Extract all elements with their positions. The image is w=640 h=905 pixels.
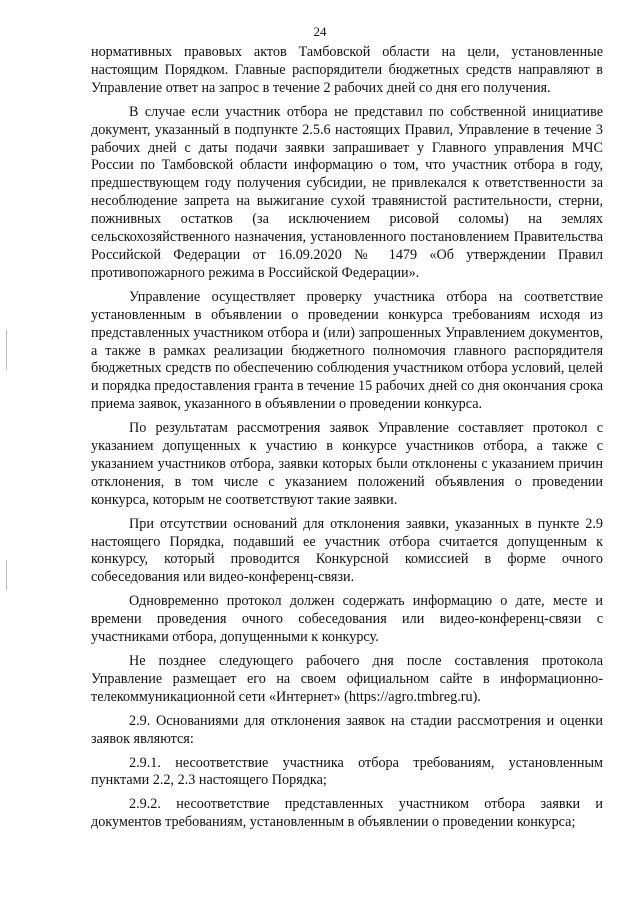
paragraph-continuation: нормативных правовых актов Тамбовской области на цели, установленные настоящим Порядком. Главные распорядители бюджетных средств направляют в Управление ответ на запрос в течение 2 рабочих дней со дня его получения.: [91, 44, 603, 96]
paragraph-2-9-1: 2.9.1. несоответствие участника отбора требованиям, установленным пунктами 2.2, 2.3 настоящего Порядка;: [91, 754, 603, 789]
scan-edge-mark: [6, 330, 7, 370]
paragraph-verification: Управление осуществляет проверку участника отбора на соответствие установленным в объявлении о проведении конкурса требованиям исходя из представленных участником отбора и (или) запрошенных Управлением документов, а также в рамках реализации бюджетного полномочия главного распорядителя бюджетных средств по обеспечению соблюдения участником отбора условий, целей и порядка предоставления гранта в течение 15 рабочих дней со дня окончания срока приема заявок, указанного в объявлении о проведении конкурса.: [91, 288, 603, 413]
paragraph-2-9-2: 2.9.2. несоответствие представленных участником отбора заявки и документов требованиям, установленным в объявлении о проведении конкурса;: [91, 796, 603, 831]
paragraph-protocol: По результатам рассмотрения заявок Управление составляет протокол с указанием допущенных к участию в конкурсе участников отбора, а также с указанием участников отбора, заявки которых были отклонены с указанием причин отклонения, в том числе с указанием положений объявления о проведении конкурса, которым не соответствуют такие заявки.: [91, 420, 603, 508]
page-number: 24: [313, 24, 327, 39]
paragraph-publication: Не позднее следующего рабочего дня после составления протокола Управление размещает его на своем официальном сайте в информационно-телекоммуникационной сети «Интернет» (https://agro.tmbreg.ru).: [91, 653, 603, 705]
document-body: [91, 44, 603, 832]
paragraph-mchs-request: В случае если участник отбора не представил по собственной инициативе документ, указанный в подпункте 2.5.6 настоящих Правил, Управление в течение 3 рабочих дней с даты подачи заявки запрашивает у Главного управления МЧС России по Тамбовской области информацию о том, что участник отбора в году, предшествующем году получения субсидии, не привлекался к ответственности за несоблюдение запрета на выжигание сухой травянистой растительности, стерни, пожнивных остатков (за исключением рисовой соломы) на землях сельскохозяйственного назначения, установленного постановлением Правительства Российской Федерации от 16.09.2020 № 1479 «Об утверждении Правил противопожарного режима в Российской Федерации».: [91, 103, 603, 281]
paragraph-admission: При отсутствии оснований для отклонения заявки, указанных в пункте 2.9 настоящего Порядка, подавший ее участник отбора считается допущенным к конкурсу, который проводится Конкурсной комиссией в форме очного собеседования или видео-конференц-связи.: [91, 515, 603, 586]
paragraph-2-9: 2.9. Основаниями для отклонения заявок на стадии рассмотрения и оценки заявок являются:: [91, 712, 603, 747]
scan-edge-mark: [6, 560, 7, 590]
paragraph-protocol-content: Одновременно протокол должен содержать информацию о дате, месте и времени проведения очного собеседования или видео-конференц-связи с участниками отбора, допущенными к конкурсу.: [91, 593, 603, 646]
